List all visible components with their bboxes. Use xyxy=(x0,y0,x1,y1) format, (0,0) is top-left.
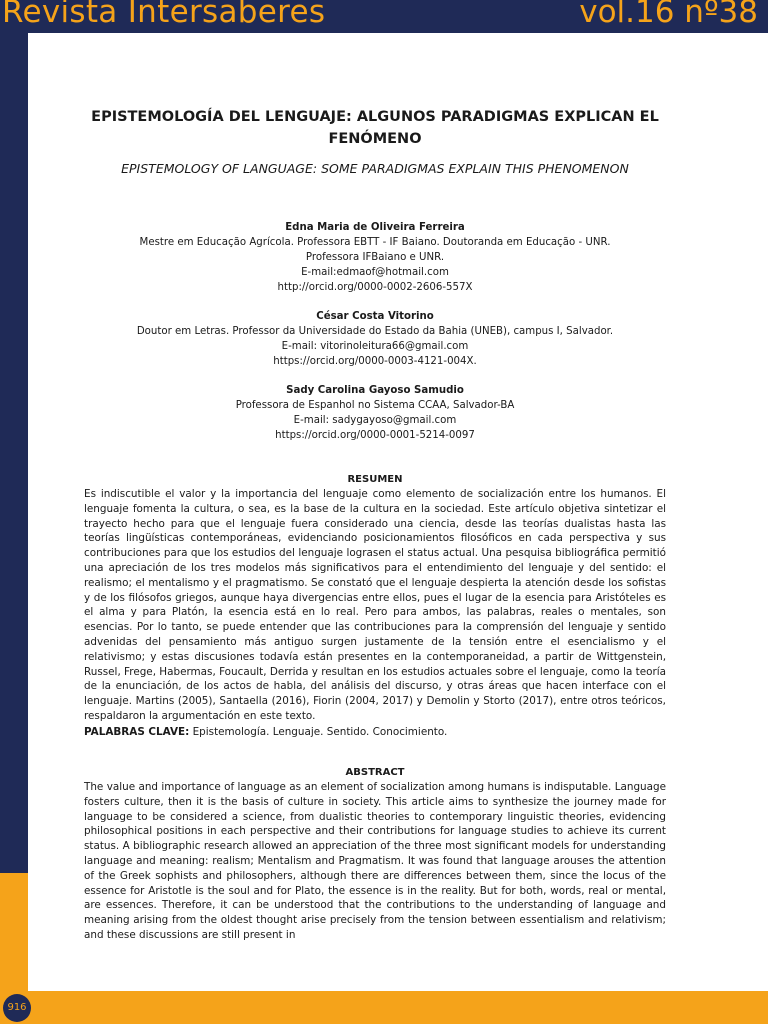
author-affiliation: Mestre em Educação Agrícola. Professora EBTT - IF Baiano. Doutoranda em Educação - UNR. xyxy=(139,237,611,248)
abstract-text: The value and importance of language as an element of socialization among humans is indisputable. Language fosters culture, then it is the basis of culture in society. This article aims to synthesize the journey made for language to be considered a science, from dualistic theories to contemporary linguistic theories, evidencing philosophical positions in each perspective and their contributions for language studies to achieve its current status. A bibliographic research allowed an appreciation of the three most significant models for understanding language and meaning: realism; Mentalism and Pragmatism. It was found that language arouses the attention of the Greek sophists and philosophers, although there are differences between them, since the locus of the essence for Aristotle is the soul and for Plato, the essence is in the reality. But for both, words, real or mental, are essences. Therefore, it can be understood that the contributions to the understanding of language and meaning arising from the oldest thought arise precisely from the tension between essentialism and relativism; and these discussions are still present in xyxy=(84,781,666,941)
journal-title: Revista Intersaberes xyxy=(2,0,326,30)
resumen-text: Es indiscutible el valor y la importancia del lenguaje como elemento de socialización entre los humanos. El lenguaje fomenta la cultura, o sea, es la base de la cultura en la sociedad. Este artículo objetiva sintetizar el trayecto hecho para que el lenguaje fuera considerado una ciencia, desde las teorías dualistas hasta las teorías lingüísticas contemporáneas, evidenciando posicionamientos filosóficos en cada perspectiva y sus contribuciones para que los estudios del lenguaje lograsen el status actual. Una pesquisa bibliográfica permitió una apreciación de los tres modelos más significativos para el entendimiento del lenguaje y del sentido: el realismo; el mentalismo y el pragmatismo. Se constató que el lenguaje despierta la atención desde los sofistas y de los filósofos griegos, aunque haya divergencias entre ellos, pues el lugar de la esencia para Aristóteles es el alma y para Platón, la esencia está en lo real. Pero para ambos, las palabras, reales o mentales, son esencias. Por lo tanto, se puede entender que las contribuciones para la comprensión del lenguaje y sentido advenidas del pensamiento más antiguo surgen justamente de la tensión entre el esencialismo y el relativismo; y estas discusiones todavía están presentes en la contemporaneidad, a partir de Wittgenstein, Russel, Frege, Habermas, Foucault, Derrida y resultan en los estudios actuales sobre el lenguaje, como la teoría de la enunciación, de los actos de habla, del análisis del discurso, y otras áreas que hacen interface con el lenguaje. Martins (2005), Santaella (2016), Fiorin (2004, 2017) y Demolin y Storto (2017), entre otros teóricos, respaldaron la argumentación en este texto. xyxy=(84,488,666,722)
left-margin-bar xyxy=(0,33,28,873)
article-title: EPISTEMOLOGÍA DEL LENGUAJE: ALGUNOS PARADIGMAS EXPLICAN EL FENÓMENO xyxy=(91,109,659,147)
author-block-2 xyxy=(84,309,666,369)
article-subtitle: EPISTEMOLOGY OF LANGUAGE: SOME PARADIGMAS EXPLAIN THIS PHENOMENON xyxy=(121,161,629,176)
author-affiliation: Professora IFBaiano e UNR. xyxy=(305,252,445,263)
author-name: Sady Carolina Gayoso Samudio xyxy=(286,385,464,396)
abstract-heading: ABSTRACT xyxy=(345,767,405,778)
keywords-values: Epistemología. Lenguaje. Sentido. Conocimiento. xyxy=(189,726,448,738)
volume-label: vol.16 nº38 xyxy=(579,0,758,30)
author-block-3 xyxy=(84,383,666,443)
author-affiliation: Doutor em Letras. Professor da Universidade do Estado da Bahia (UNEB), campus I, Salvador. xyxy=(136,326,614,337)
footer-band xyxy=(0,991,768,1024)
keywords-label: PALABRAS CLAVE: xyxy=(84,726,190,738)
author-orcid-link[interactable]: https://orcid.org/0000-0001-5214-0097 xyxy=(275,430,475,441)
author-email[interactable]: E-mail: sadygayoso@gmail.com xyxy=(293,415,457,426)
author-orcid-link[interactable]: https://orcid.org/0000-0003-4121-004X. xyxy=(273,356,477,367)
author-orcid-link[interactable]: http://orcid.org/0000-0002-2606-557X xyxy=(277,282,473,293)
resumen-heading: RESUMEN xyxy=(347,474,403,485)
author-affiliation: Professora de Espanhol no Sistema CCAA, Salvador-BA xyxy=(235,400,515,411)
author-email[interactable]: E-mail:edmaof@hotmail.com xyxy=(301,267,449,278)
author-email[interactable]: E-mail: vitorinoleitura66@gmail.com xyxy=(281,341,469,352)
author-name: Edna Maria de Oliveira Ferreira xyxy=(285,222,465,233)
keywords-line xyxy=(84,725,666,740)
page-number-badge: 916 xyxy=(3,994,31,1022)
author-name: César Costa Vitorino xyxy=(316,311,434,322)
author-block-1 xyxy=(84,220,666,295)
